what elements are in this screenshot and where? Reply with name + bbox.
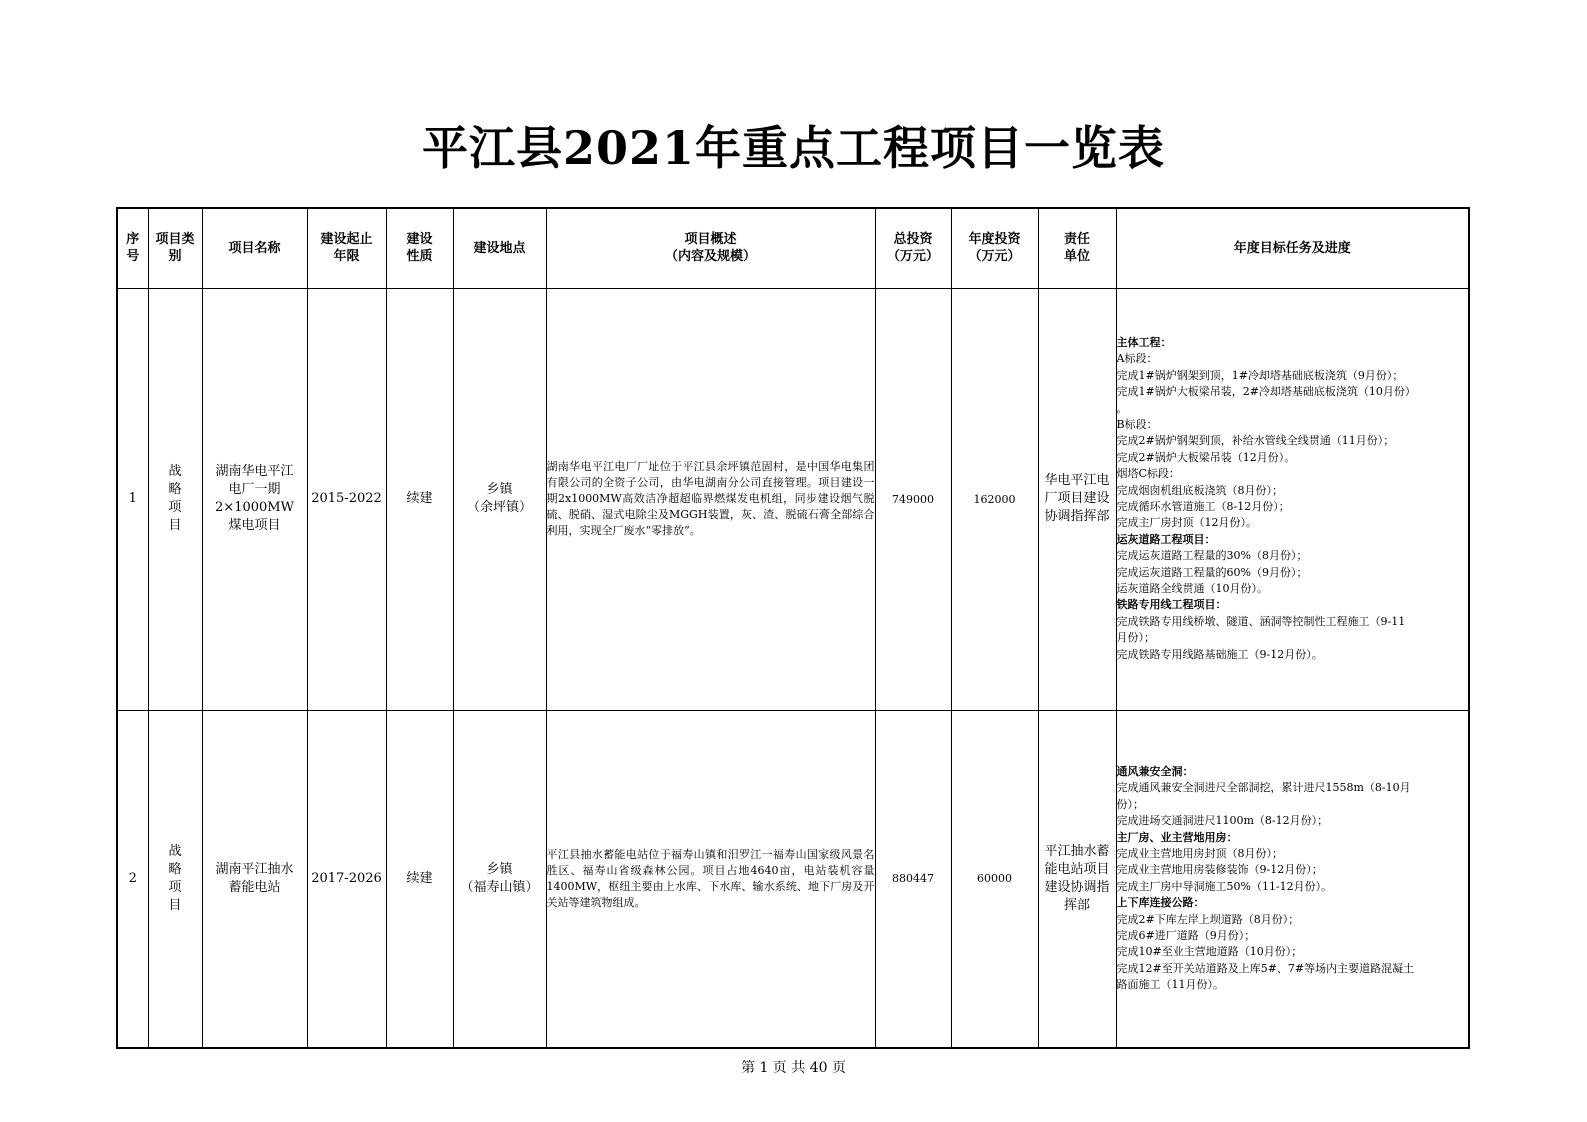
table-row (117, 288, 1469, 710)
progress-line: 主厂房、业主营地用房： (1116, 830, 1238, 844)
progress-line: 完成进场交通洞进尺1100m（8-12月份）； (1116, 814, 1329, 828)
document-title: 平江县2021年重点工程项目一览表 (421, 121, 1166, 175)
progress-line: 完成12#至开关站道路及上库5#、7#等场内主要道路混凝土 (1116, 961, 1415, 975)
header-total-investment: 总投资 （万元） (875, 208, 951, 288)
progress-line: 完成2#下库左岸上坝道路（8月份）； (1116, 912, 1300, 926)
project-table (116, 207, 1470, 1049)
row-progress (1116, 710, 1469, 1048)
row-period: 2015-2022 (307, 288, 386, 710)
progress-line: 完成铁路专用线桥墩、隧道、涵洞等控制性工程施工（9-11 (1116, 614, 1406, 628)
table-row (117, 710, 1469, 1048)
progress-line: 烟塔C标段： (1116, 467, 1180, 481)
row-responsible-unit: 平江抽水蓄能电站项目建设协调指挥部 (1038, 710, 1116, 1048)
progress-line: 完成主厂房中导洞施工50%（11-12月份）。 (1116, 879, 1333, 893)
header-responsible-unit: 责任单位 (1038, 208, 1116, 288)
progress-line: 完成通风兼安全洞进尺全部洞挖，累计进尺1558m（8-10月 (1116, 781, 1411, 795)
row-no: 2 (117, 710, 148, 1048)
header-summary: 项目概述 （内容及规模） (546, 208, 875, 288)
row-category: 战略项目 (148, 710, 202, 1048)
row-name: 湖南华电平江电厂一期2×1000MW煤电项目 (202, 288, 307, 710)
row-nature: 续建 (386, 710, 453, 1048)
row-no: 1 (117, 288, 148, 710)
progress-line: 完成1#锅炉钢架到顶，1#冷却塔基础底板浇筑（9月份）； (1116, 368, 1404, 382)
progress-line: 完成业主营地用房封顶（8月份）； (1116, 846, 1283, 860)
progress-line: 完成烟囱机组底板浇筑（8月份）； (1116, 483, 1283, 497)
row-location: 乡镇 （福寿山镇） (453, 710, 546, 1048)
progress-line: 完成运灰道路工程量的60%（9月份）； (1116, 565, 1308, 579)
row-annual-investment: 162000 (951, 288, 1038, 710)
header-nature: 建设性质 (386, 208, 453, 288)
progress-line: 完成2#锅炉大板梁吊装（12月份）。 (1116, 450, 1296, 464)
row-progress (1116, 288, 1469, 710)
row-summary: 湖南华电平江电厂厂址位于平江县余坪镇范固村，是中国华电集团有限公司的全资子公司，由华电湖南分公司直接管理。项目建设一期2x1000MW高效洁净超超临界燃煤发电机组，同步建设烟气脱硫、脱硝、湿式电除尘及MGGH装置，灰、渣、脱硫石膏全部综合利用，实现全厂废水“零排放”。 (546, 288, 875, 710)
progress-line: 完成业主营地用房装修装饰（9-12月份）； (1116, 863, 1323, 877)
progress-line: B标段： (1116, 417, 1158, 431)
progress-line: 主体工程： (1116, 335, 1172, 349)
progress-line: 完成循环水管道施工（8-12月份）； (1116, 500, 1290, 513)
row-location: 乡镇 （余坪镇） (453, 288, 546, 710)
row-total-investment: 749000 (875, 288, 951, 710)
row-nature: 续建 (386, 288, 453, 710)
progress-line: 运灰道路工程项目： (1116, 532, 1216, 546)
progress-line: 份）； (1116, 797, 1144, 811)
header-category: 项目类别 (148, 208, 202, 288)
progress-line: 完成10#至业主营地道路（10月份）； (1116, 945, 1303, 959)
progress-line: 完成1#锅炉大板梁吊装，2#冷却塔基础底板浇筑（10月份） (1116, 385, 1416, 399)
header-period: 建设起止年限 (307, 208, 386, 288)
row-name: 湖南平江抽水蓄能电站 (202, 710, 307, 1048)
header-annual-investment: 年度投资 （万元） (951, 208, 1038, 288)
header-progress: 年度目标任务及进度 (1116, 208, 1469, 288)
progress-line: 完成主厂房封顶（12月份）。 (1116, 516, 1257, 530)
progress-line: 月份）； (1116, 631, 1155, 645)
table-header-row (117, 208, 1469, 288)
row-summary: 平江县抽水蓄能电站位于福寿山镇和汨罗江一福寿山国家级风景名胜区、福寿山省级森林公园。项目占地4640亩，电站装机容量1400MW，枢纽主要由上水库、下水库、输水系统、地下厂房及开关站等建筑物组成。 (546, 710, 875, 1048)
page-footer: 第 1 页 共 40 页 (741, 1060, 846, 1076)
header-location: 建设地点 (453, 208, 546, 288)
progress-line: 。 (1116, 401, 1128, 415)
header-no: 序号 (117, 208, 148, 288)
row-responsible-unit: 华电平江电厂项目建设协调指挥部 (1038, 288, 1116, 710)
progress-line: 完成2#锅炉钢架到顶，补给水管线全线贯通（11月份）； (1116, 434, 1395, 448)
row-period: 2017-2026 (307, 710, 386, 1048)
row-annual-investment: 60000 (951, 710, 1038, 1048)
progress-line: 完成运灰道路工程量的30%（8月份）； (1116, 549, 1308, 563)
progress-line: 上下库连接公路： (1116, 896, 1205, 910)
progress-line: 铁路专用线工程项目： (1116, 598, 1227, 612)
progress-line: 路面施工（11月份）。 (1116, 978, 1224, 992)
progress-line: 完成铁路专用线路基础施工（9-12月份）。 (1116, 647, 1323, 661)
progress-line: 完成6#进厂道路（9月份）； (1116, 928, 1256, 942)
progress-line: 运灰道路全线贯通（10月份）。 (1116, 582, 1268, 596)
row-category: 战略项目 (148, 288, 202, 710)
row-total-investment: 880447 (875, 710, 951, 1048)
progress-line: A标段： (1116, 352, 1158, 366)
header-name: 项目名称 (202, 208, 307, 288)
progress-line: 通风兼安全洞： (1116, 764, 1194, 778)
